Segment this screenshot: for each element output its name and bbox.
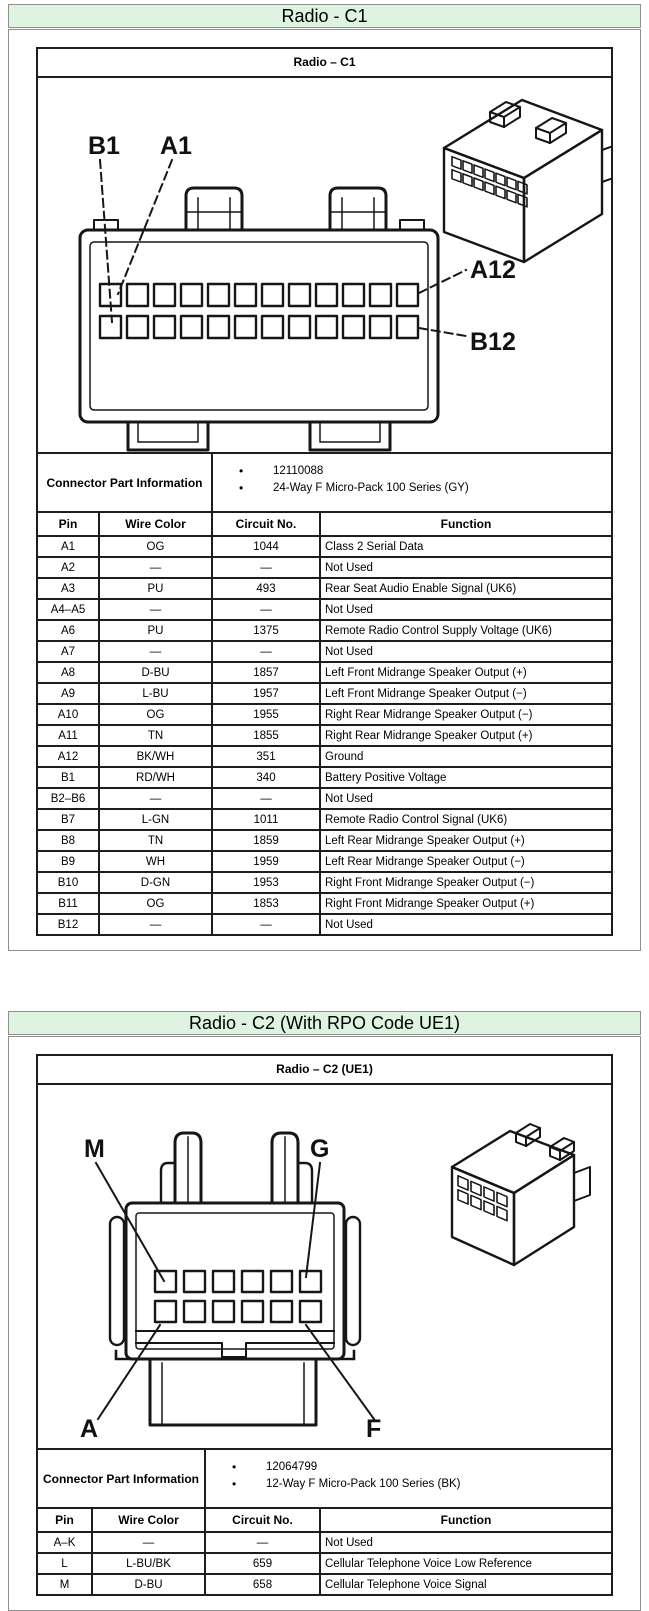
pin-cell: 1957: [212, 683, 320, 704]
pin-cell: 1959: [212, 851, 320, 872]
pin-cell: Left Rear Midrange Speaker Output (+): [320, 830, 612, 851]
pin-cell: B10: [37, 872, 99, 893]
pin-cell: Ground: [320, 746, 612, 767]
part-info-values: [205, 1449, 612, 1508]
pin-cell: —: [99, 641, 212, 662]
pin-cell: Not Used: [320, 1532, 612, 1553]
pin-cell: Rear Seat Audio Enable Signal (UK6): [320, 578, 612, 599]
part-number-item: [239, 463, 611, 480]
pin-row: [37, 683, 612, 704]
pin-row: [37, 599, 612, 620]
connector-header: Radio – C1: [37, 48, 612, 77]
part-info-label: Connector Part Information: [37, 1449, 205, 1508]
col-header-pin: Pin: [37, 1508, 92, 1532]
connector-table-c1: [36, 47, 613, 936]
connector-3d-view: [444, 100, 611, 262]
pin-label-a: A: [80, 1415, 99, 1443]
col-header-circuit-no: Circuit No.: [205, 1508, 320, 1532]
pin-cell: A1: [37, 536, 99, 557]
pin-row: [37, 662, 612, 683]
pin-table-header: [37, 1508, 612, 1532]
radio-c2-section: [8, 1011, 641, 1611]
connector-panel-c2: [8, 1036, 641, 1611]
pin-cell: Not Used: [320, 641, 612, 662]
leader-line-a1: [118, 160, 172, 294]
pin-row: [37, 914, 612, 935]
pin-cell: Cellular Telephone Voice Signal: [320, 1574, 612, 1595]
pin-cell: OG: [99, 893, 212, 914]
pin-row: [37, 851, 612, 872]
pin-label-m: M: [84, 1135, 105, 1163]
pin-row: [37, 641, 612, 662]
bullet-icon: •: [232, 1460, 237, 1474]
pin-cell: A4–A5: [37, 599, 99, 620]
pin-cell: Left Front Midrange Speaker Output (+): [320, 662, 612, 683]
connector-3d-view: [452, 1124, 590, 1265]
pin-cell: 1044: [212, 536, 320, 557]
pin-cell: B8: [37, 830, 99, 851]
pin-cell: —: [212, 599, 320, 620]
pin-cell: Not Used: [320, 557, 612, 578]
col-header-function: Function: [320, 512, 612, 536]
pin-cell: Left Rear Midrange Speaker Output (−): [320, 851, 612, 872]
pin-cell: D-BU: [92, 1574, 205, 1595]
pin-cell: TN: [99, 830, 212, 851]
part-info-values: [212, 453, 612, 512]
pin-cell: 1855: [212, 725, 320, 746]
part-series-item: [232, 1476, 611, 1493]
connector-face-diagram-c1: [37, 77, 612, 453]
part-number-item: [232, 1459, 611, 1476]
pin-cell: OG: [99, 536, 212, 557]
pin-cell: —: [205, 1532, 320, 1553]
connector-panel-c1: [8, 29, 641, 951]
pin-cell: A7: [37, 641, 99, 662]
part-series: 12-Way F Micro-Pack 100 Series (BK): [266, 1478, 461, 1490]
part-info-label: Connector Part Information: [37, 453, 212, 512]
pin-cell: A6: [37, 620, 99, 641]
col-header-pin: Pin: [37, 512, 99, 536]
pin-row: [37, 746, 612, 767]
part-number: 12064799: [266, 1461, 318, 1473]
pin-cell: —: [212, 641, 320, 662]
pin-label-b1: B1: [88, 132, 120, 160]
pin-cell: Right Rear Midrange Speaker Output (−): [320, 704, 612, 725]
pin-cell: L: [37, 1553, 92, 1574]
pin-grid: [100, 284, 418, 338]
pin-label-a1: A1: [160, 132, 192, 160]
pin-cell: D-GN: [99, 872, 212, 893]
pin-cell: A3: [37, 578, 99, 599]
pin-row: [37, 725, 612, 746]
bullet-icon: •: [232, 1477, 237, 1491]
pin-cell: —: [212, 557, 320, 578]
pin-cell: A8: [37, 662, 99, 683]
pin-row: [37, 767, 612, 788]
pin-cell: RD/WH: [99, 767, 212, 788]
pin-cell: PU: [99, 578, 212, 599]
pin-cell: D-BU: [99, 662, 212, 683]
pin-cell: A2: [37, 557, 99, 578]
pin-cell: 1011: [212, 809, 320, 830]
pin-row: [37, 872, 612, 893]
pin-grid: [155, 1271, 321, 1322]
pin-cell: A–K: [37, 1532, 92, 1553]
connector-diagram-svg-c2: [38, 1085, 611, 1448]
part-number: 12110088: [273, 465, 324, 477]
pin-cell: M: [37, 1574, 92, 1595]
connector-body: [80, 188, 438, 450]
pin-cell: 1853: [212, 893, 320, 914]
pin-cell: Right Rear Midrange Speaker Output (+): [320, 725, 612, 746]
bullet-icon: •: [239, 481, 244, 495]
pin-cell: Right Front Midrange Speaker Output (−): [320, 872, 612, 893]
pin-table-body: [37, 536, 612, 935]
pin-cell: 1953: [212, 872, 320, 893]
leader-line-m: [96, 1163, 164, 1281]
pin-cell: L-GN: [99, 809, 212, 830]
pin-cell: L-BU: [99, 683, 212, 704]
pin-cell: Not Used: [320, 914, 612, 935]
pin-cell: A10: [37, 704, 99, 725]
pin-cell: —: [99, 557, 212, 578]
pin-cell: —: [212, 914, 320, 935]
pin-row: [37, 704, 612, 725]
pin-cell: B1: [37, 767, 99, 788]
pin-cell: A11: [37, 725, 99, 746]
pin-cell: Left Front Midrange Speaker Output (−): [320, 683, 612, 704]
pin-cell: —: [99, 788, 212, 809]
part-series: 24-Way F Micro-Pack 100 Series (GY): [273, 482, 469, 494]
pin-cell: B11: [37, 893, 99, 914]
pin-cell: —: [99, 599, 212, 620]
leader-line-b1: [100, 160, 112, 322]
pin-cell: OG: [99, 704, 212, 725]
pin-cell: TN: [99, 725, 212, 746]
pin-label-f: F: [366, 1415, 382, 1443]
pin-cell: B7: [37, 809, 99, 830]
pin-label-a12: A12: [470, 256, 516, 284]
pin-table-body: [37, 1532, 612, 1595]
pin-row: [37, 788, 612, 809]
part-series-item: [239, 480, 611, 497]
pin-cell: B12: [37, 914, 99, 935]
pin-cell: —: [99, 914, 212, 935]
pin-row: [37, 536, 612, 557]
bullet-icon: •: [239, 464, 244, 478]
pin-cell: 493: [212, 578, 320, 599]
pin-row: [37, 1574, 612, 1595]
pin-label-g: G: [310, 1135, 330, 1163]
pin-cell: —: [212, 788, 320, 809]
pin-cell: 1375: [212, 620, 320, 641]
pin-cell: 1857: [212, 662, 320, 683]
pin-row: [37, 1553, 612, 1574]
pin-cell: Remote Radio Control Signal (UK6): [320, 809, 612, 830]
pin-cell: Battery Positive Voltage: [320, 767, 612, 788]
pin-row: [37, 557, 612, 578]
pin-cell: A9: [37, 683, 99, 704]
pin-cell: Cellular Telephone Voice Low Reference: [320, 1553, 612, 1574]
pin-cell: 1859: [212, 830, 320, 851]
pin-cell: 658: [205, 1574, 320, 1595]
pin-row: [37, 1532, 612, 1553]
connector-face-diagram-c2: [37, 1084, 612, 1449]
leader-lines: [100, 160, 466, 336]
section-title-bar: Radio - C2 (With RPO Code UE1): [8, 1011, 641, 1035]
leader-line-b12: [419, 328, 466, 336]
pin-cell: —: [92, 1532, 205, 1553]
pin-table-header: [37, 512, 612, 536]
pin-cell: Not Used: [320, 788, 612, 809]
section-title-bar: Radio - C1: [8, 4, 641, 28]
col-header-wire-color: Wire Color: [92, 1508, 205, 1532]
connector-diagram-svg-c1: [38, 78, 611, 452]
pin-cell: B9: [37, 851, 99, 872]
pin-cell: 659: [205, 1553, 320, 1574]
leader-line-a12: [419, 270, 466, 293]
pin-cell: Not Used: [320, 599, 612, 620]
pin-row: [37, 809, 612, 830]
pin-cell: WH: [99, 851, 212, 872]
pin-row: [37, 830, 612, 851]
pin-cell: A12: [37, 746, 99, 767]
pin-label-b12: B12: [470, 328, 516, 356]
connector-table-c2: [36, 1054, 613, 1596]
pin-row: [37, 893, 612, 914]
pin-cell: PU: [99, 620, 212, 641]
radio-c1-section: [8, 4, 641, 951]
col-header-function: Function: [320, 1508, 612, 1532]
pin-cell: L-BU/BK: [92, 1553, 205, 1574]
pin-cell: 351: [212, 746, 320, 767]
pin-cell: 340: [212, 767, 320, 788]
pin-cell: 1955: [212, 704, 320, 725]
pin-cell: B2–B6: [37, 788, 99, 809]
pin-cell: Class 2 Serial Data: [320, 536, 612, 557]
pin-row: [37, 578, 612, 599]
pin-cell: Remote Radio Control Supply Voltage (UK6): [320, 620, 612, 641]
connector-header: Radio – C2 (UE1): [37, 1055, 612, 1084]
pin-cell: Right Front Midrange Speaker Output (+): [320, 893, 612, 914]
col-header-circuit-no: Circuit No.: [212, 512, 320, 536]
part-info-row: [37, 453, 612, 512]
pin-row: [37, 620, 612, 641]
pin-cell: BK/WH: [99, 746, 212, 767]
part-info-row: [37, 1449, 612, 1508]
col-header-wire-color: Wire Color: [99, 512, 212, 536]
